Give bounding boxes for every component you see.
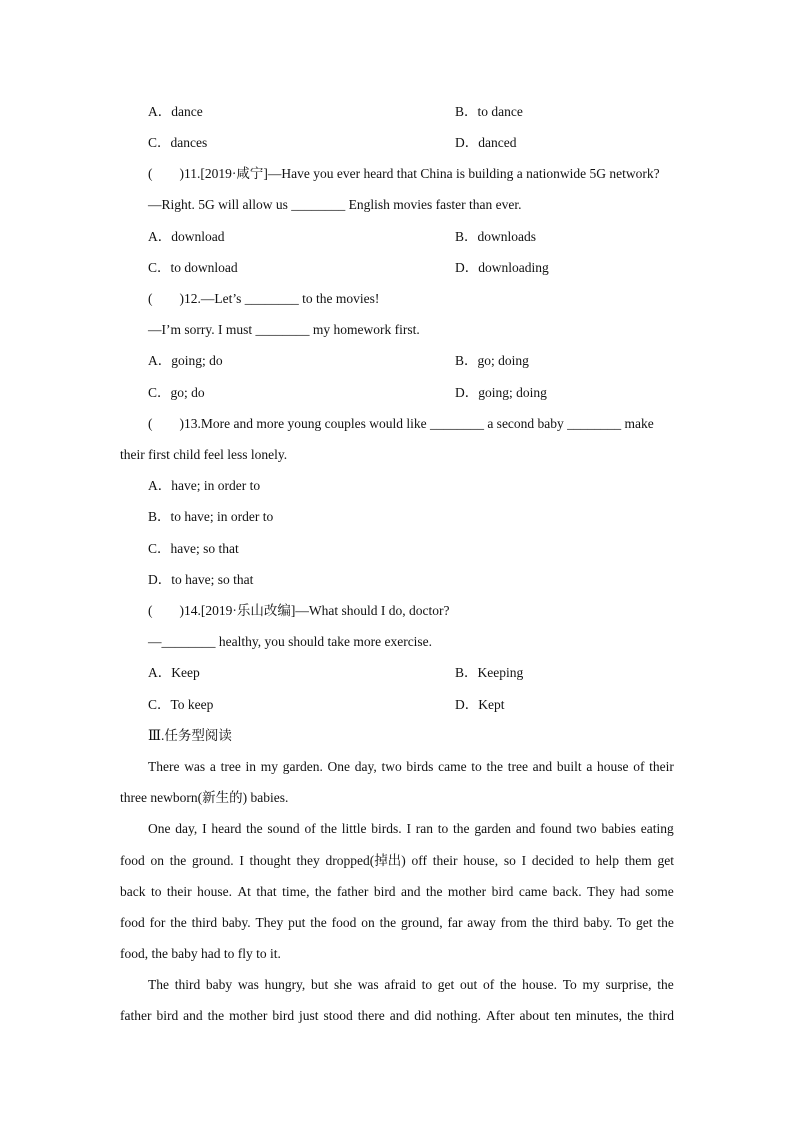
- q13-option-a: A．have; in order to: [148, 478, 261, 493]
- q11-option-d: D．downloading: [455, 260, 549, 275]
- q11-option-b: B．downloads: [455, 229, 536, 244]
- paragraph-2-line-5: food, the baby had to fly to it.: [120, 946, 281, 961]
- q11-option-a: A．download: [148, 229, 225, 244]
- paragraph-1-line-2: three newborn(新生的) babies.: [120, 790, 289, 805]
- paragraph-2-line-2: food on the ground. I thought they dropped(掉出) off their house, so I decided to help them get: [120, 853, 674, 868]
- q14-option-b: B．Keeping: [455, 665, 524, 680]
- paragraph-2-line-1: One day, I heard the sound of the little birds. I ran to the garden and found two babies eating: [148, 821, 674, 836]
- q10-option-a: A．dance: [148, 104, 203, 119]
- q14-option-d: D．Kept: [455, 697, 505, 712]
- q11-option-c: C．to download: [148, 260, 238, 275]
- q11-reply: —Right. 5G will allow us ________ English movies faster than ever.: [148, 197, 522, 212]
- q13-stem: ( )13.More and more young couples would like ________ a second baby ________ make: [148, 416, 654, 431]
- q12-option-d: D．going; doing: [455, 385, 547, 400]
- q10-option-d: D．danced: [455, 135, 517, 150]
- q14-stem: ( )14.[2019·乐山改编]—What should I do, doctor?: [148, 603, 450, 618]
- paragraph-1-line-1: There was a tree in my garden. One day, two birds came to the tree and built a house of their: [148, 759, 674, 774]
- paragraph-2-line-3: back to their house. At that time, the father bird and the mother bird came back. They had some: [120, 884, 674, 899]
- q13-option-c: C．have; so that: [148, 541, 239, 556]
- q14-option-c: C．To keep: [148, 697, 214, 712]
- q10-option-c: C．dances: [148, 135, 208, 150]
- paragraph-3-line-2: father bird and the mother bird just stood there and did nothing. After about ten minutes, the third: [120, 1008, 674, 1023]
- section-heading: Ⅲ.任务型阅读: [148, 728, 232, 743]
- paragraph-2-line-4: food for the third baby. They put the food on the ground, far away from the third baby. To get the: [120, 915, 674, 930]
- q12-option-a: A．going; do: [148, 353, 223, 368]
- q13-option-d: D．to have; so that: [148, 572, 254, 587]
- q12-option-c: C．go; do: [148, 385, 205, 400]
- q11-stem: ( )11.[2019·咸宁]—Have you ever heard that China is building a nationwide 5G network?: [148, 166, 660, 181]
- q10-option-b: B．to dance: [455, 104, 523, 119]
- q14-reply: —________ healthy, you should take more exercise.: [148, 634, 433, 649]
- paragraph-3-line-1: The third baby was hungry, but she was afraid to get out of the house. To my surprise, the: [148, 977, 674, 992]
- q12-option-b: B．go; doing: [455, 353, 529, 368]
- q12-reply: —I’m sorry. I must ________ my homework first.: [148, 322, 420, 337]
- q14-option-a: A．Keep: [148, 665, 200, 680]
- q13-stem-continued: their first child feel less lonely.: [120, 447, 288, 462]
- q12-stem: ( )12.—Let’s ________ to the movies!: [148, 291, 380, 306]
- q13-option-b: B．to have; in order to: [148, 509, 274, 524]
